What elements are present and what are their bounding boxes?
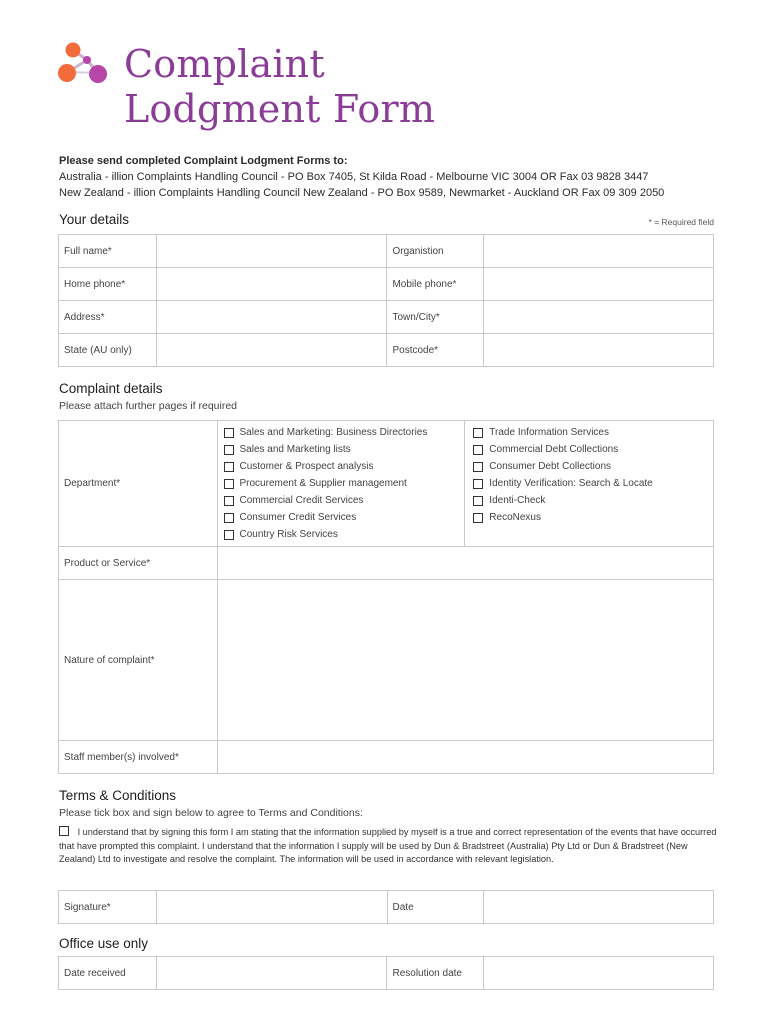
table-row — [59, 334, 714, 367]
postcode-label: Postcode* — [387, 334, 484, 367]
checkbox[interactable] — [224, 513, 234, 523]
terms-agreement — [59, 826, 719, 867]
signature-field[interactable] — [156, 891, 387, 924]
terms-subheading: Please tick box and sign below to agree to Terms and Conditions: — [59, 807, 363, 819]
table-row — [59, 891, 714, 924]
department-option[interactable]: Consumer Debt Collections — [473, 458, 713, 475]
your-details-table — [58, 234, 714, 367]
complaint-details-subheading: Please attach further pages if required — [59, 400, 238, 412]
organisation-label: Organistion — [387, 235, 484, 268]
home-phone-label: Home phone* — [59, 268, 157, 301]
checkbox[interactable] — [224, 496, 234, 506]
home-phone-field[interactable] — [156, 268, 387, 301]
mobile-phone-label: Mobile phone* — [387, 268, 484, 301]
department-option[interactable]: Identity Verification: Search & Locate — [473, 475, 713, 492]
signature-table — [58, 890, 714, 924]
send-new-zealand: New Zealand - illion Complaints Handling Council New Zealand - PO Box 9589, Newmarket - Auckland OR Fax 09 309 2050 — [59, 187, 665, 199]
date-label: Date — [387, 891, 484, 924]
nature-of-complaint-field[interactable] — [217, 580, 714, 741]
staff-involved-field[interactable] — [217, 741, 714, 774]
staff-involved-label: Staff member(s) involved* — [59, 741, 218, 774]
department-option[interactable]: Commercial Debt Collections — [473, 441, 713, 458]
checkbox[interactable] — [473, 445, 483, 455]
table-row — [59, 235, 714, 268]
office-use-table — [58, 956, 714, 990]
date-field[interactable] — [484, 891, 714, 924]
department-option[interactable]: Procurement & Supplier management — [224, 475, 465, 492]
table-row — [59, 547, 714, 580]
department-label: Department* — [59, 421, 218, 547]
terms-agree-checkbox[interactable] — [59, 826, 69, 836]
resolution-date-field[interactable] — [484, 957, 714, 990]
nature-of-complaint-label: Nature of complaint* — [59, 580, 218, 741]
terms-heading: Terms & Conditions — [59, 788, 177, 803]
department-option[interactable]: Trade Information Services — [473, 424, 713, 441]
full-name-field[interactable] — [156, 235, 387, 268]
department-option[interactable]: Customer & Prospect analysis — [224, 458, 465, 475]
table-row — [59, 580, 714, 741]
send-instructions — [59, 153, 719, 201]
mobile-phone-field[interactable] — [484, 268, 714, 301]
table-row — [59, 268, 714, 301]
product-service-field[interactable] — [217, 547, 714, 580]
product-service-label: Product or Service* — [59, 547, 218, 580]
title-line-1: Complaint — [124, 42, 325, 86]
postcode-field[interactable] — [484, 334, 714, 367]
complaint-details-table — [58, 420, 714, 774]
state-label: State (AU only) — [59, 334, 157, 367]
table-row — [59, 741, 714, 774]
department-option[interactable]: RecoNexus — [473, 509, 713, 526]
checkbox[interactable] — [224, 530, 234, 540]
resolution-date-label: Resolution date — [387, 957, 484, 990]
checkbox[interactable] — [473, 428, 483, 438]
department-option[interactable]: Sales and Marketing lists — [224, 441, 465, 458]
terms-text: I understand that by signing this form I am stating that the information supplied by myself is a true and correct representation of the events that have occurred that have prompted this complaint. I understand that the information I supply will be used by Dun & Bradstreet (Australia) Pty Ltd or Dun & Bradstreet (New Zealand) Ltd to investigate and resolve the complaint. The information will be used in accordance with relevant legislation. — [59, 827, 717, 864]
state-field[interactable] — [156, 334, 387, 367]
date-received-field[interactable] — [156, 957, 387, 990]
send-heading: Please send completed Complaint Lodgment Forms to: — [59, 155, 348, 167]
checkbox[interactable] — [224, 462, 234, 472]
town-city-field[interactable] — [484, 301, 714, 334]
your-details-heading: Your details — [59, 212, 130, 227]
send-australia: Australia - illion Complaints Handling Council - PO Box 7405, St Kilda Road - Melbourne VIC 3004 OR Fax 03 9828 3447 — [59, 171, 649, 183]
table-row — [59, 301, 714, 334]
table-row — [59, 957, 714, 990]
complaint-details-heading: Complaint details — [59, 381, 163, 396]
required-note: * = Required field — [648, 217, 714, 227]
title-line-2: Lodgment Form — [124, 87, 436, 131]
illion-logo-icon — [56, 40, 112, 88]
checkbox[interactable] — [224, 479, 234, 489]
checkbox[interactable] — [224, 445, 234, 455]
table-row — [59, 421, 714, 547]
organisation-field[interactable] — [484, 235, 714, 268]
address-label: Address* — [59, 301, 157, 334]
checkbox[interactable] — [473, 496, 483, 506]
department-options-col-2 — [465, 421, 714, 547]
department-option[interactable]: Commercial Credit Services — [224, 492, 465, 509]
checkbox[interactable] — [473, 479, 483, 489]
department-options-col-1 — [217, 421, 465, 547]
page-title — [124, 42, 435, 132]
department-option[interactable]: Consumer Credit Services — [224, 509, 465, 526]
address-field[interactable] — [156, 301, 387, 334]
town-city-label: Town/City* — [387, 301, 484, 334]
department-option[interactable]: Country Risk Services — [224, 526, 465, 543]
checkbox[interactable] — [224, 428, 234, 438]
signature-label: Signature* — [59, 891, 157, 924]
checkbox[interactable] — [473, 462, 483, 472]
checkbox[interactable] — [473, 513, 483, 523]
date-received-label: Date received — [59, 957, 157, 990]
office-use-heading: Office use only — [59, 936, 149, 951]
department-option[interactable]: Sales and Marketing: Business Directories — [224, 424, 465, 441]
department-option[interactable]: Identi-Check — [473, 492, 713, 509]
full-name-label: Full name* — [59, 235, 157, 268]
